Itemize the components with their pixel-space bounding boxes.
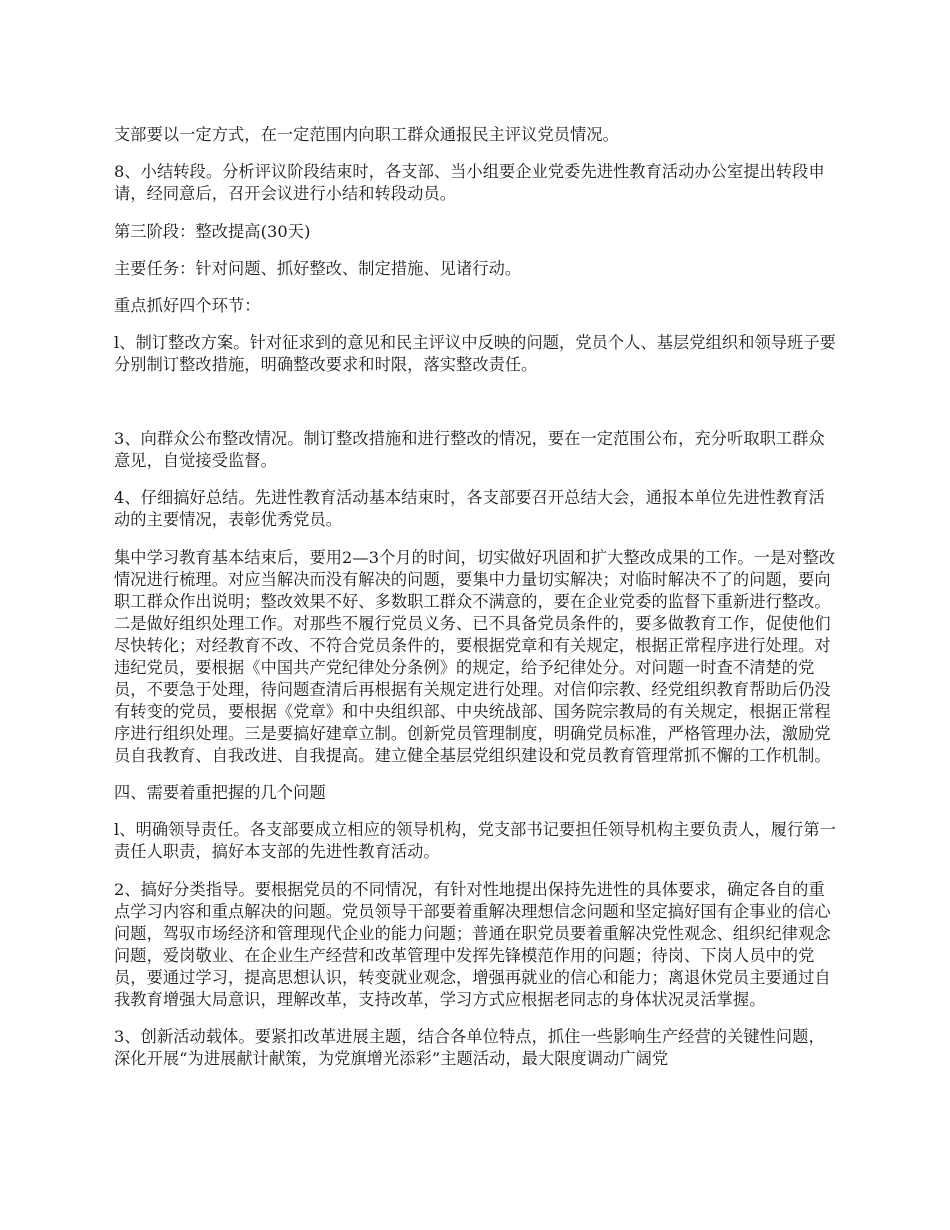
paragraph-3: 第三阶段：整改提高(30天) (114, 222, 311, 241)
paragraph-10: 四、需要着重把握的几个问题 (114, 783, 326, 802)
document-page (114, 124, 839, 1070)
paragraph-7: 3、向群众公布整改情况。制订整改措施和进行整改的情况，要在一定范围公布，充分听取职工群众意见，自觉接受监督。 (114, 429, 825, 470)
paragraph-8: 4、仔细搞好总结。先进性教育活动基本结束时，各支部要召开总结大会，通报本单位先进性教育活动的主要情况，表彰优秀党员。 (114, 488, 825, 529)
paragraph-5: 重点抓好四个环节： (114, 296, 261, 315)
paragraph-13: 3、创新活动载体。要紧扣改革进展主题，结合各单位特点，抓住一些影响生产经营的关键性问题，深化开展“为进展献计献策，为党旗增光添彩”主题活动，最大限度调动广阔党 (114, 1027, 825, 1068)
paragraph-6: l、制订整改方案。针对征求到的意见和民主评议中反映的问题，党员个人、基层党组织和领导班子要分别制订整改措施，明确整改要求和时限，落实整改责任。 (114, 333, 836, 374)
paragraph-2: 8、小结转段。分析评议阶段结束时，各支部、当小组要企业党委先进性教育活动办公室提出转段申请，经同意后，召开会议进行小结和转段动员。 (114, 162, 825, 203)
paragraph-4: 主要任务：针对问题、抓好整改、制定措施、见诸行动。 (114, 259, 522, 278)
paragraph-11: l、明确领导责任。各支部要成立相应的领导机构，党支部书记要担任领导机构主要负责人，履行第一责任人职责，搞好本支部的先进性教育活动。 (114, 820, 836, 861)
paragraph-9: 集中学习教育基本结束后，要用2—3个月的时间，切实做好巩固和扩大整改成果的工作。一是对整改情况进行梳理。对应当解决而没有解决的问题，要集中力量切实解决；对临时解决不了的问题，要向职工群众作出说明；整改效果不好、多数职工群众不满意的，要在企业党委的监督下重新进行整改。二是做好组织处理工作。对那些不履行党员义务、已不具备党员条件的，要多做教育工作，促使他们尽快转化；对经教育不改、不符合党员条件的，要根据党章和有关规定，根据正常程序进行处理。对违纪党员，要根据《中国共产党纪律处分条例》的规定，给予纪律处分。对问题一时查不清楚的党员，不要急于处理，待问题查清后再根据有关规定进行处理。对信仰宗教、经党组织教育帮助后仍没有转变的党员，要根据《党章》和中央组织部、中央统战部、国务院宗教局的有关规定，根据正常程序进行组织处理。三是要搞好建章立制。创新党员管理制度，明确党员标准，严格管理办法，激励党员自我教育、自我改进、自我提高。建立健全基层党组织建设和党员教育管理常抓不懈的工作机制。 (114, 548, 836, 765)
paragraph-1: 支部要以一定方式，在一定范围内向职工群众通报民主评议党员情况。 (114, 125, 619, 144)
paragraph-12: 2、搞好分类指导。要根据党员的不同情况，有针对性地提出保持先进性的具体要求，确定各自的重点学习内容和重点解决的问题。党员领导干部要着重解决理想信念问题和坚定搞好国有企事业的信心问题，驾驭市场经济和管理现代企业的能力问题；普通在职党员要着重解决党性观念、组织纪律观念问题，爱岗敬业、在企业生产经营和改革管理中发挥先锋模范作用的问题；待岗、下岗人员中的党员，要通过学习，提高思想认识，转变就业观念，增强再就业的信心和能力；离退休党员主要通过自我教育增强大局意识，理解改革，支持改革，学习方式应根据老同志的身体状况灵活掌握。 (114, 880, 831, 1009)
